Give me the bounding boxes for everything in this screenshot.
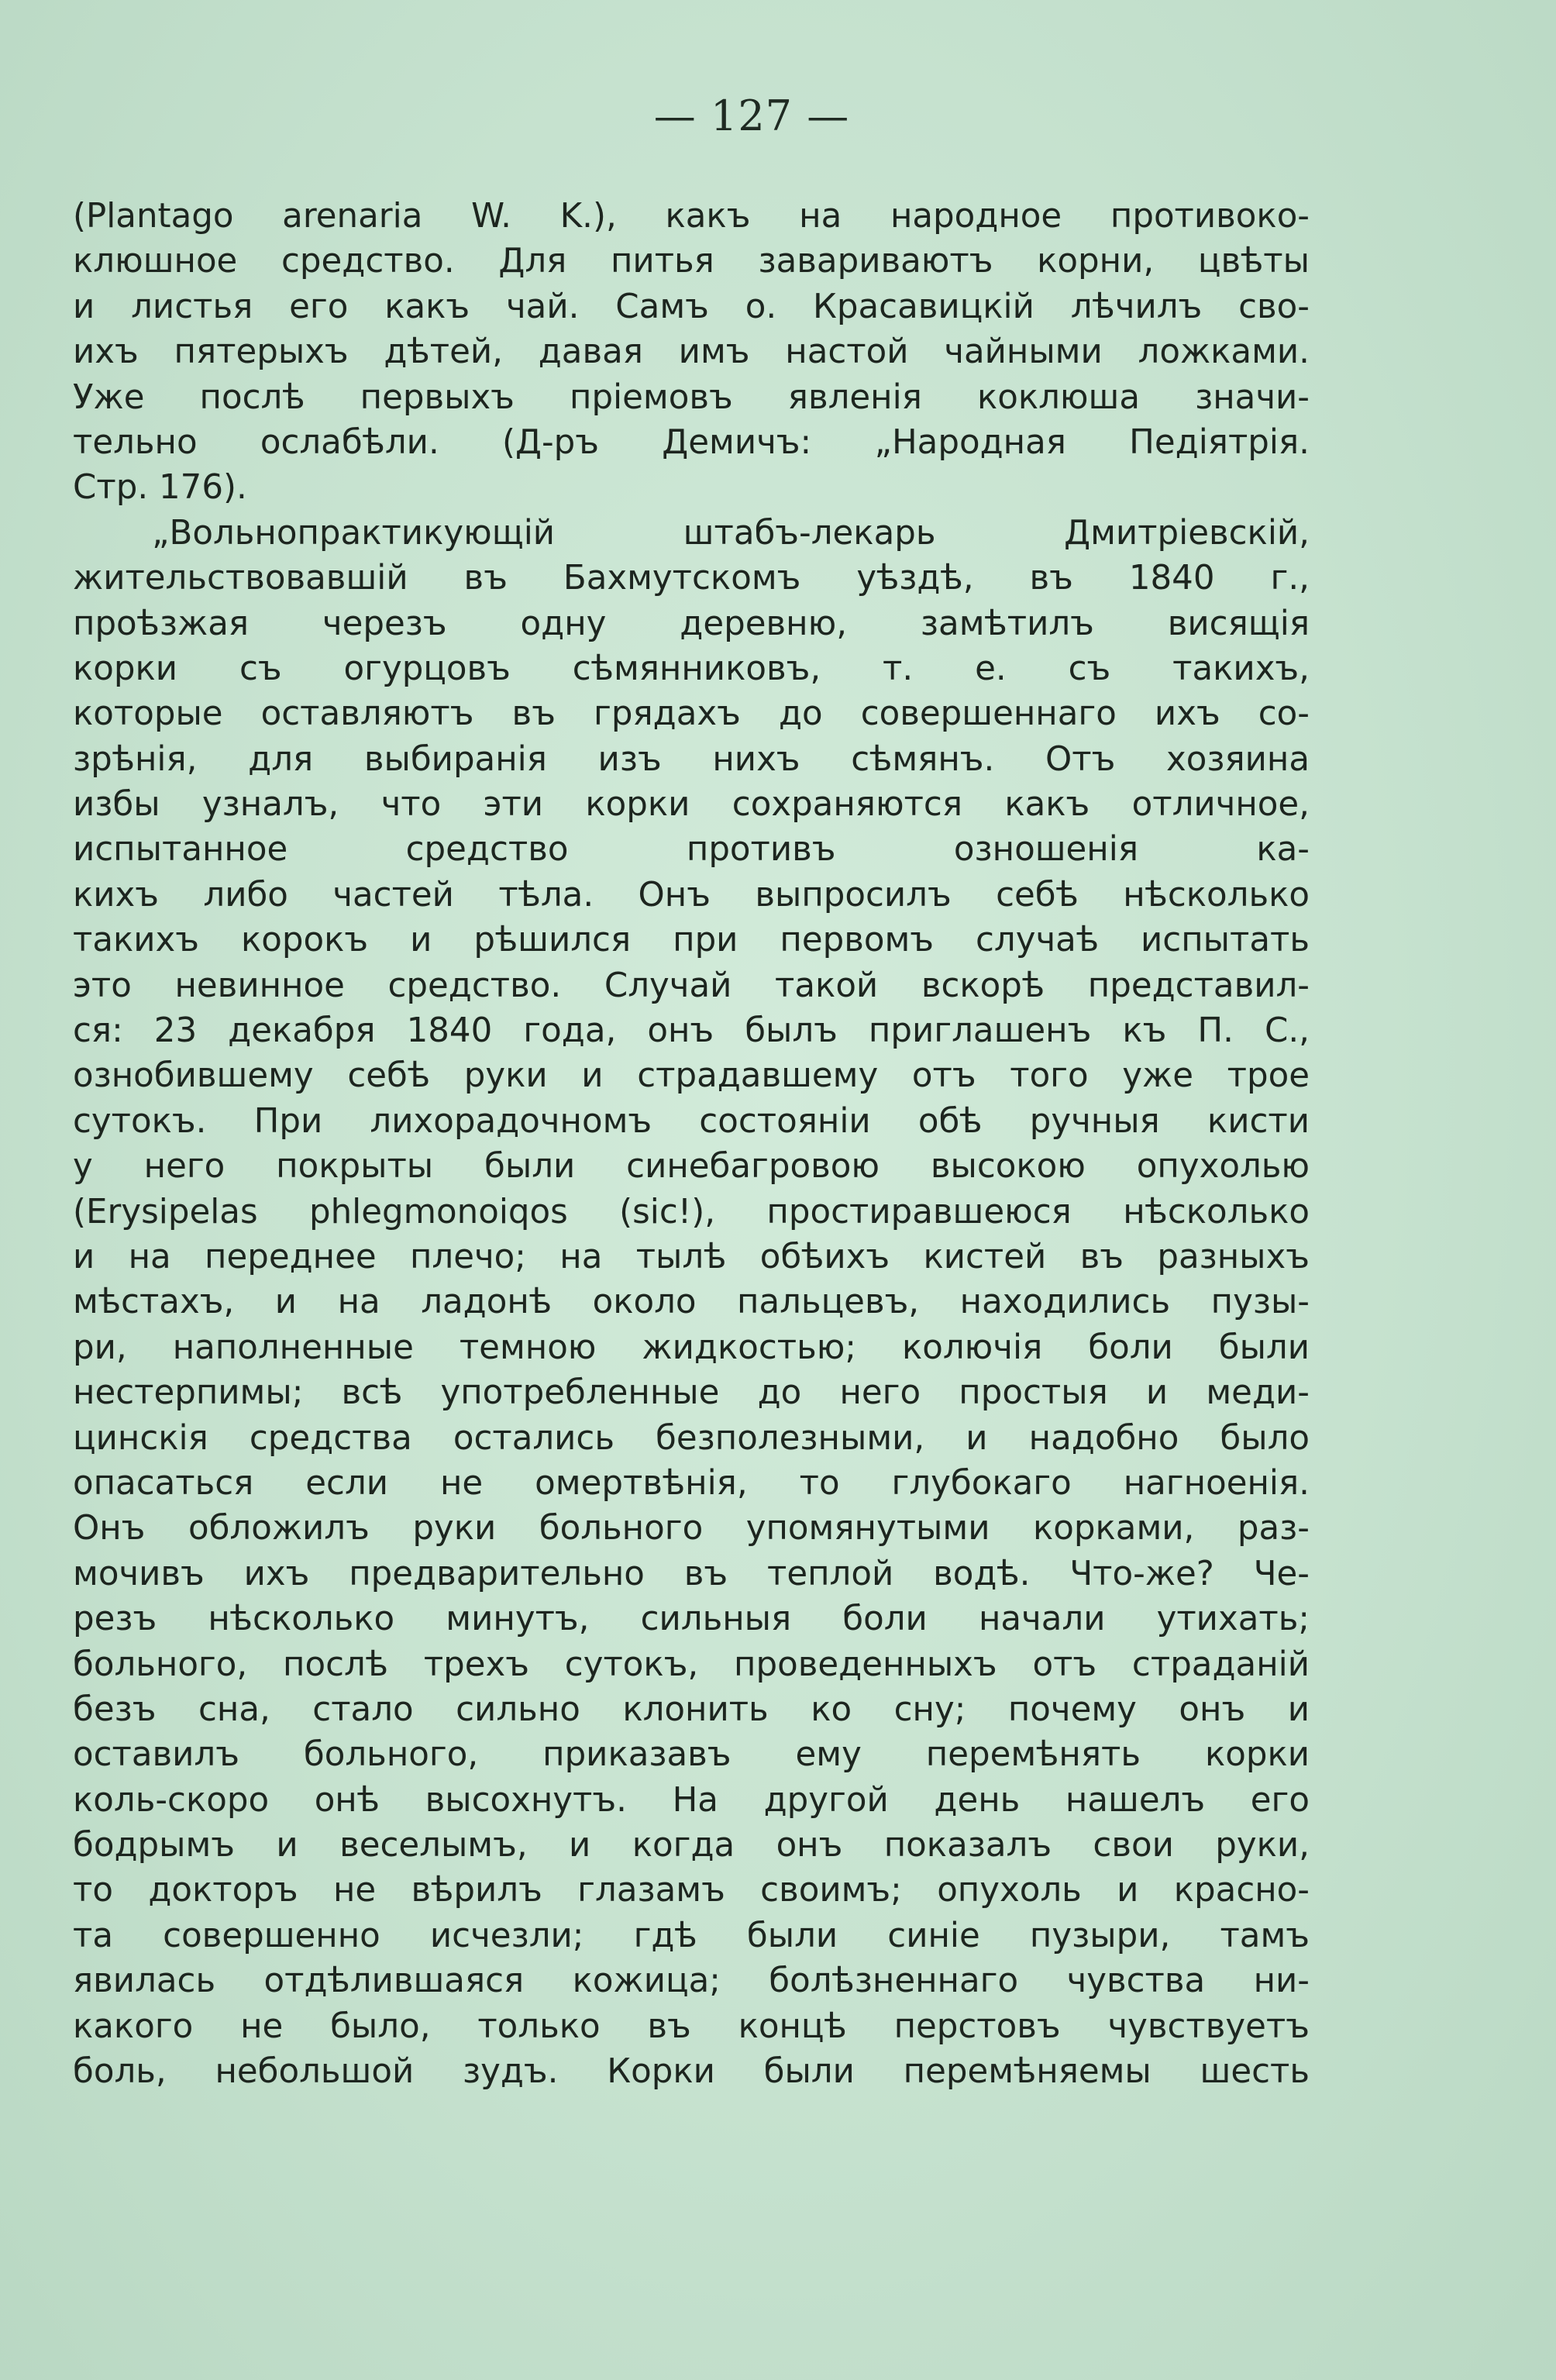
text-line-42: боль, небольшой зудъ. Корки были перемѣняемы шесть (73, 2052, 1310, 2092)
text-line-32: резъ нѣсколько минутъ, сильныя боли начали утихать; (73, 1600, 1310, 1639)
text-line-14: избы узналъ, что эти корки сохраняются какъ отличное, (73, 785, 1310, 825)
text-line-27: нестерпимы; всѣ употребленные до него простыя и меди- (73, 1373, 1310, 1413)
text-line-40: явилась отдѣлившаяся кожица; болѣзненнаго чувства ни- (73, 1962, 1310, 2001)
text-line-7: Стр. 176). (73, 468, 247, 508)
text-line-8: „Вольнопрактикующій штабъ-лекарь Дмитріевскій, (152, 513, 1310, 553)
text-line-10: проѣзжая черезъ одну деревню, замѣтилъ висящія (73, 604, 1310, 643)
text-line-22: у него покрыты были синебагровою высокою опухолью (73, 1147, 1310, 1187)
text-line-24: и на переднее плечо; на тылѣ обѣихъ кистей въ разныхъ (73, 1237, 1310, 1276)
text-line-5: Уже послѣ первыхъ пріемовъ явленія коклюша значи- (73, 377, 1310, 417)
text-line-41: какого не было, только въ концѣ перстовъ чувствуетъ (73, 2006, 1310, 2046)
text-line-36: коль-скоро онѣ высохнутъ. На другой день нашелъ его (73, 1780, 1310, 1820)
text-line-30: Онъ обложилъ руки больного упомянутыми корками, раз- (73, 1509, 1310, 1548)
text-line-19: ся: 23 декабря 1840 года, онъ былъ приглашенъ къ П. С., (73, 1011, 1310, 1051)
text-line-12: которые оставляютъ въ грядахъ до совершеннаго ихъ со- (73, 694, 1310, 734)
text-line-34: безъ сна, стало сильно клонить ко сну; почему онъ и (73, 1689, 1310, 1729)
page-number: — 127 — (653, 91, 850, 140)
text-line-1: (Plantago arenaria W. K.), какъ на народное противоко- (73, 197, 1310, 236)
text-line-26: ри, наполненные темною жидкостью; колючія боли были (73, 1328, 1310, 1367)
text-line-13: зрѣнія, для выбиранія изъ нихъ сѣмянъ. Отъ хозяина (73, 739, 1310, 779)
text-line-21: сутокъ. При лихорадочномъ состояніи обѣ ручныя кисти (73, 1101, 1310, 1141)
text-line-37: бодрымъ и веселымъ, и когда онъ показалъ свои руки, (73, 1826, 1310, 1865)
text-line-17: такихъ корокъ и рѣшился при первомъ случаѣ испытать (73, 921, 1310, 960)
text-line-20: ознобившему себѣ руки и страдавшему отъ того уже трое (73, 1056, 1310, 1096)
text-line-9: жительствовавшій въ Бахмутскомъ уѣздѣ, въ 1840 г., (73, 559, 1310, 598)
body-text (73, 194, 1310, 2094)
text-line-38: то докторъ не вѣрилъ глазамъ своимъ; опухоль и красно- (73, 1871, 1310, 1910)
text-line-15: испытанное средство противъ озношенія ка- (73, 830, 1310, 870)
text-line-35: оставилъ больного, приказавъ ему перемѣнять корки (73, 1735, 1310, 1775)
text-line-4: ихъ пятерыхъ дѣтей, давая имъ настой чайными ложками. (73, 332, 1310, 372)
text-line-33: больного, послѣ трехъ сутокъ, проведенныхъ отъ страданій (73, 1645, 1310, 1684)
text-line-23: (Erysipelas phlegmonoiqos (sic!), простиравшеюся нѣсколько (73, 1192, 1310, 1231)
text-line-16: кихъ либо частей тѣла. Онъ выпросилъ себѣ нѣсколько (73, 875, 1310, 914)
text-line-11: корки съ огурцовъ сѣмянниковъ, т. е. съ такихъ, (73, 649, 1310, 688)
text-line-25: мѣстахъ, и на ладонѣ около пальцевъ, находились пузы- (73, 1283, 1310, 1322)
text-line-29: опасаться если не омертвѣнія, то глубокаго нагноенія. (73, 1463, 1310, 1503)
text-line-6: тельно ослабѣли. (Д-ръ Демичъ: „Народная Педіятрія. (73, 422, 1310, 462)
text-line-31: мочивъ ихъ предварительно въ теплой водѣ. Что-же? Че- (73, 1554, 1310, 1593)
text-line-18: это невинное средство. Случай такой вскорѣ представил- (73, 966, 1310, 1005)
text-line-28: цинскія средства остались безполезными, и надобно было (73, 1418, 1310, 1458)
text-line-39: та совершенно исчезли; гдѣ были синіе пузыри, тамъ (73, 1916, 1310, 1955)
text-line-2: клюшное средство. Для питья завариваютъ корни, цвѣты (73, 242, 1310, 281)
text-line-3: и листья его какъ чай. Самъ о. Красавицкій лѣчилъ сво- (73, 287, 1310, 326)
